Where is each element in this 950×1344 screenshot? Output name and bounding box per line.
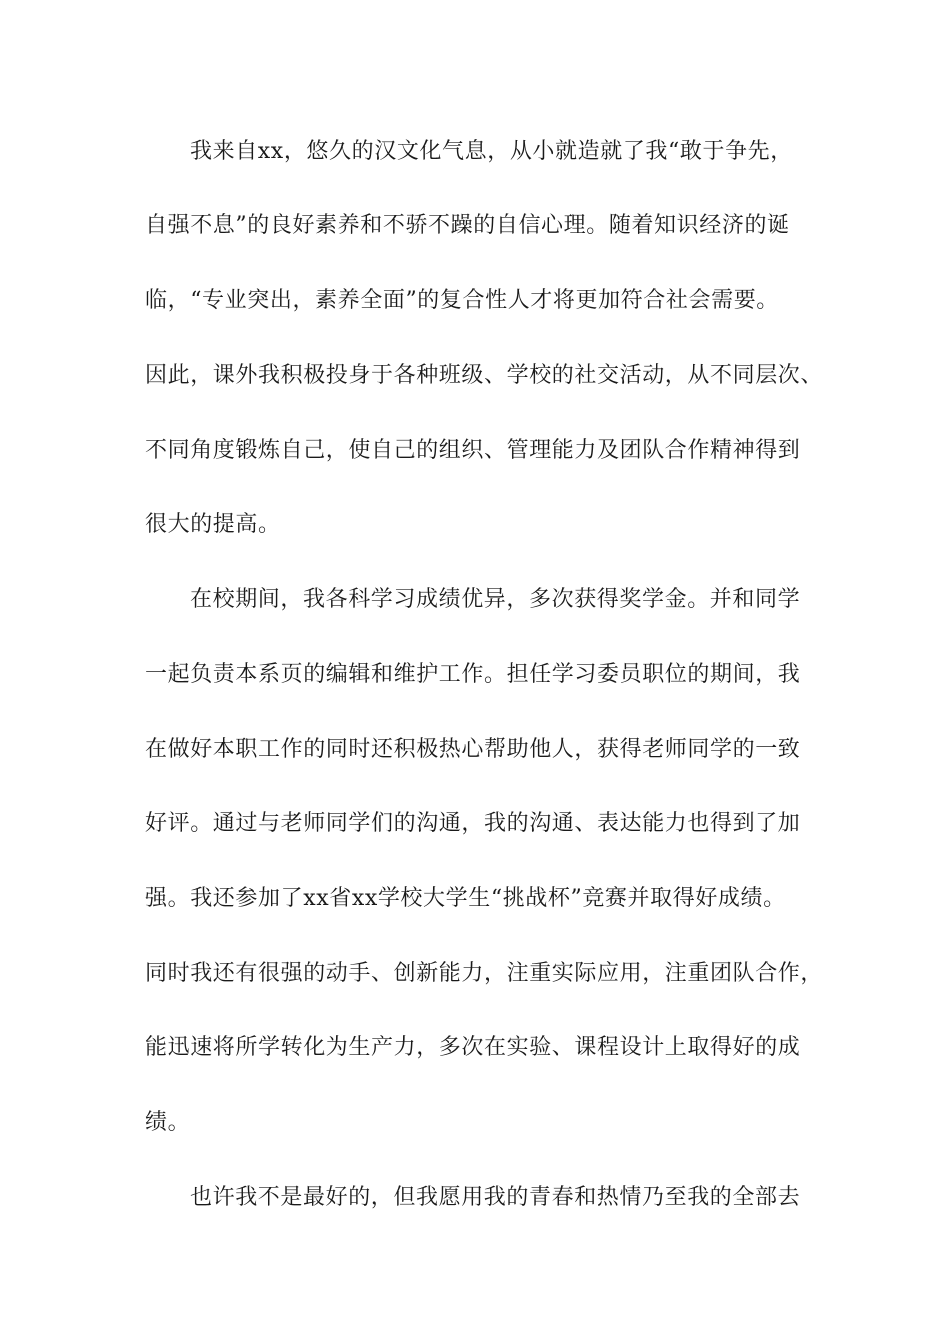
text-line: 强。我还参加了xx省xx学校大学生“挑战杯”竞赛并取得好成绩。 [145,886,786,911]
text-line: 能迅速将所学转化为生产力，多次在实验、课程设计上取得好的成 [145,1035,801,1060]
text-line: 我来自xx，悠久的汉文化气息，从小就造就了我“敢于争先， [190,139,793,164]
text-line: 也许我不是最好的，但我愿用我的青春和热情乃至我的全部去 [190,1185,801,1210]
text-line: 一起负责本系页的编辑和维护工作。担任学习委员职位的期间，我 [145,662,801,687]
text-line: 不同角度锻炼自己，使自己的组织、管理能力及团队合作精神得到 [145,438,801,463]
text-line: 同时我还有很强的动手、创新能力，注重实际应用，注重团队合作， [145,961,824,986]
text-line: 很大的提高。 [145,512,281,537]
text-line: 自强不息”的良好素养和不骄不躁的自信心理。随着知识经济的诞 [145,213,790,238]
text-line: 好评。通过与老师同学们的沟通，我的沟通、表达能力也得到了加 [145,811,801,836]
text-line: 在做好本职工作的同时还积极热心帮助他人，获得老师同学的一致 [145,737,801,762]
text-line: 因此，课外我积极投身于各种班级、学校的社交活动，从不同层次、 [145,363,824,388]
text-line: 临，“专业突出，素养全面”的复合性人才将更加符合社会需要。 [145,288,779,313]
text-line: 绩。 [145,1110,191,1135]
text-line: 在校期间，我各科学习成绩优异，多次获得奖学金。并和同学 [190,587,801,612]
